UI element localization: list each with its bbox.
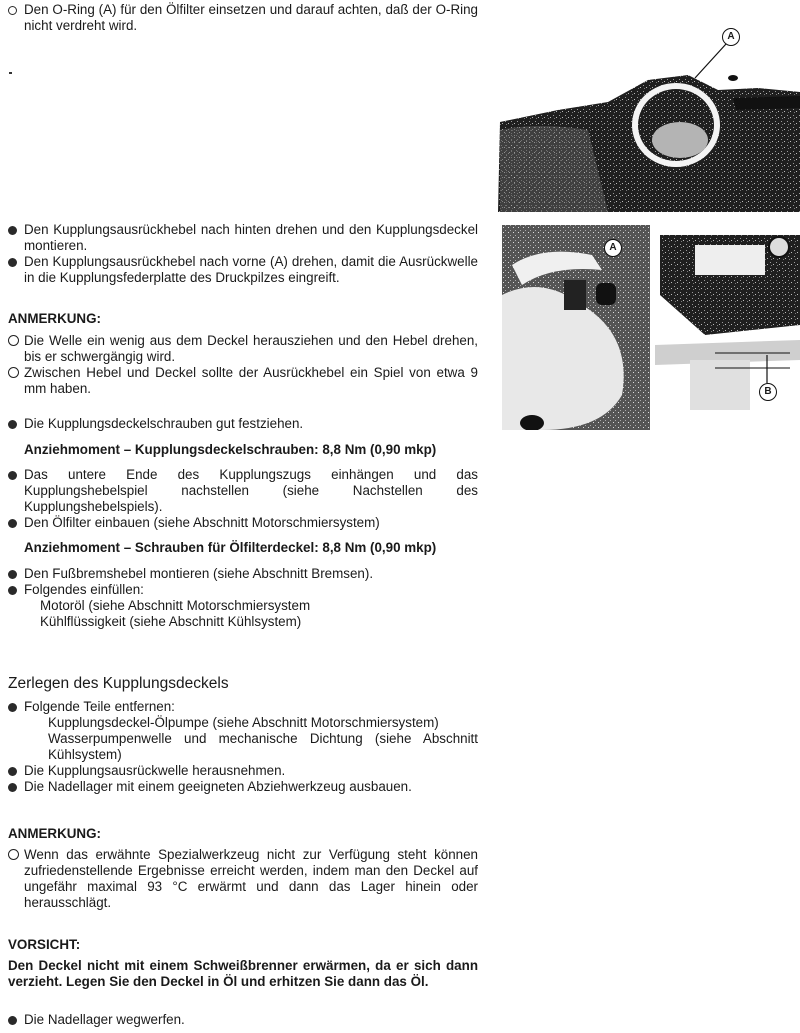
list-item xyxy=(8,467,478,515)
release-lever-figure xyxy=(502,225,650,430)
oring-figure xyxy=(498,30,800,212)
list-item xyxy=(8,763,478,779)
callout-a: A xyxy=(722,28,740,46)
item-text: Die Nadellager wegwerfen. xyxy=(24,1012,185,1027)
item-text: Das untere Ende des Kupplungszugs einhängen und das Kupplungshebelspiel nachstellen (siehe Nachstellen des Kupplungshebelspiels). xyxy=(24,467,478,514)
item-text: Die Welle ein wenig aus dem Deckel herausziehen und den Hebel drehen, bis er schwergängig wird. xyxy=(24,333,478,364)
item-text: Folgendes einfüllen: xyxy=(24,582,144,597)
item-text: Die Nadellager mit einem geeigneten Abziehwerkzeug ausbauen. xyxy=(24,779,412,794)
bullet-icon xyxy=(8,258,17,267)
caution xyxy=(8,937,478,990)
release-lever-photo-illustration xyxy=(502,225,650,430)
list-item xyxy=(8,699,478,715)
hollow-bullet-icon xyxy=(8,849,19,860)
list-item xyxy=(8,365,478,397)
remove-water-pump-shaft: Wasserpumpenwelle und mechanische Dichtung (siehe Abschnitt Kühlsystem) xyxy=(48,731,478,762)
bullet-icon xyxy=(8,703,17,712)
list-item xyxy=(8,333,478,365)
item-text: Den O-Ring (A) für den Ölfilter einsetzen und darauf achten, daß der O-Ring nicht verdreht wird. xyxy=(24,2,478,33)
list-item xyxy=(8,416,478,432)
bullet-icon xyxy=(8,420,17,429)
list-item xyxy=(8,779,478,795)
oring-photo-illustration xyxy=(498,30,800,212)
section-3 xyxy=(8,416,478,630)
bullet-icon xyxy=(8,783,17,792)
item-text: Den Kupplungsausrückhebel nach hinten drehen und den Kupplungsdeckel montieren. xyxy=(24,222,478,253)
final-step xyxy=(8,1012,478,1028)
lever-play-figure xyxy=(655,225,800,430)
item-text: Den Kupplungsausrückhebel nach vorne (A) drehen, damit die Ausrückwelle in die Kupplungsfederplatte des Druckpilzes eingreift. xyxy=(24,254,478,285)
item-text: Den Ölfilter einbauen (siehe Abschnitt Motorschmiersystem) xyxy=(24,515,380,530)
remove-oil-pump: Kupplungsdeckel-Ölpumpe (siehe Abschnitt Motorschmiersystem) xyxy=(48,715,439,730)
torque-spec-1: Anziehmoment – Kupplungsdeckelschrauben: 8,8 Nm (0,90 mkp) xyxy=(24,442,437,457)
list-item xyxy=(8,2,478,34)
list-item xyxy=(8,254,478,286)
note-label: ANMERKUNG: xyxy=(8,311,101,326)
bullet-icon xyxy=(8,1016,17,1025)
item-text: Folgende Teile entfernen: xyxy=(24,699,175,714)
fill-motor-oil: Motoröl (siehe Abschnitt Motorschmiersystem xyxy=(40,598,311,613)
disassembly-section xyxy=(8,676,478,795)
bullet-icon xyxy=(8,570,17,579)
fill-coolant: Kühlflüssigkeit (siehe Abschnitt Kühlsystem) xyxy=(40,614,302,629)
item-text: Zwischen Hebel und Deckel sollte der Ausrückhebel ein Spiel von etwa 9 mm haben. xyxy=(24,365,478,396)
bullet-icon xyxy=(8,6,17,15)
list-item xyxy=(8,222,478,254)
note-label: ANMERKUNG: xyxy=(8,826,101,841)
list-item xyxy=(8,847,478,911)
note-1 xyxy=(8,311,478,397)
item-text: Den Fußbremshebel montieren (siehe Abschnitt Bremsen). xyxy=(24,566,374,581)
bullet-icon xyxy=(8,586,17,595)
list-item xyxy=(8,582,478,598)
caution-text: Den Deckel nicht mit einem Schweißbrenner erwärmen, da er sich dann verzieht. Legen Sie den Deckel in Öl und erhitzen Sie dann das Öl. xyxy=(8,958,478,989)
bullet-icon xyxy=(8,519,17,528)
list-item xyxy=(8,1012,478,1028)
list-item xyxy=(8,566,478,582)
item-text: Die Kupplungsdeckelschrauben gut festziehen. xyxy=(24,416,304,431)
scan-speck xyxy=(9,72,12,74)
clutch-cover-install xyxy=(8,222,478,286)
bullet-icon xyxy=(8,226,17,235)
lever-play-photo-illustration xyxy=(655,225,800,430)
item-text: Wenn das erwähnte Spezialwerkzeug nicht zur Verfügung steht können zufriedenstellende Ergebnisse erreicht werden, indem man den Deckel auf ungefähr maximal 93 °C erwärmt und dann das Lager hinein oder herausschlägt. xyxy=(24,847,478,910)
callout-a: A xyxy=(604,239,622,257)
oring-instruction xyxy=(8,2,478,34)
callout-b: B xyxy=(759,383,777,401)
bullet-icon xyxy=(8,767,17,776)
list-item xyxy=(8,515,478,531)
section-heading: Zerlegen des Kupplungsdeckels xyxy=(8,675,229,692)
bullet-icon xyxy=(8,471,17,480)
hollow-bullet-icon xyxy=(8,367,19,378)
item-text: Die Kupplungsausrückwelle herausnehmen. xyxy=(24,763,286,778)
caution-label: VORSICHT: xyxy=(8,937,81,952)
note-2 xyxy=(8,826,478,911)
hollow-bullet-icon xyxy=(8,335,19,346)
torque-spec-2: Anziehmoment – Schrauben für Ölfilterdeckel: 8,8 Nm (0,90 mkp) xyxy=(24,540,437,555)
